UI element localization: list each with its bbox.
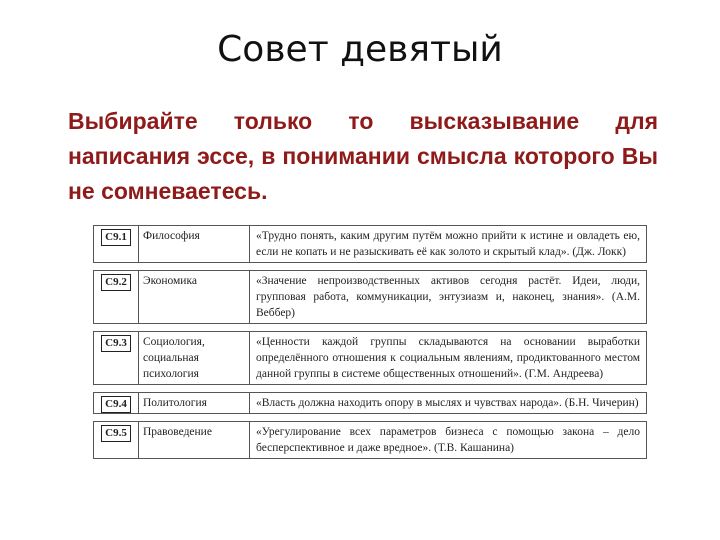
task-quote: «Значение непроизводственных активов сегодня растёт. Идеи, люди, групповая работа, коммуникации, энтузиазм и, наконец, знания». (А.М. Веббер) [256,275,640,319]
task-subject: Философия [139,226,250,262]
slide-title: Совет девятый [217,29,503,70]
task-quote: «Урегулирование всех параметров бизнеса с помощью закона – дело бесперспективное и даже вредное». (Т.В. Кашанина) [256,426,640,454]
task-code-cell [94,271,139,323]
task-subject: Политология [139,393,250,413]
task-subject: Правоведение [139,422,250,458]
slide-body-text: Выбирайте только то высказывание для написания эссе, в понимании смысла которого Вы не сомневаетесь. [68,108,658,204]
task-row [93,270,647,324]
task-row [93,392,647,414]
task-row [93,421,647,459]
task-code-cell [94,422,139,458]
task-table [93,225,647,466]
task-code-cell [94,332,139,384]
task-row [93,225,647,263]
task-quote: «Власть должна находить опору в мыслях и чувствах народа». (Б.Н. Чичерин) [256,397,639,409]
task-code-cell [94,226,139,262]
task-row [93,331,647,385]
task-code: С9.5 [101,425,131,442]
task-code: С9.2 [101,274,131,291]
task-code: С9.3 [101,335,131,352]
task-code: С9.1 [101,229,131,246]
task-quote: «Трудно понять, каким другим путём можно прийти к истине и овладеть ею, если не копать и не разыскивать её как золото и скрытый клад». (Дж. Локк) [256,230,640,258]
task-subject: Экономика [139,271,250,323]
task-code: С9.4 [101,396,131,413]
task-code-cell [94,393,139,413]
task-subject: Социология, социальная психология [139,332,250,384]
task-quote: «Ценности каждой группы складываются на основании выработки определённого отношения к социальным явлениям, продиктованного местом данной группы в системе общественных отношений». (Г.М. Андреева) [256,336,640,380]
